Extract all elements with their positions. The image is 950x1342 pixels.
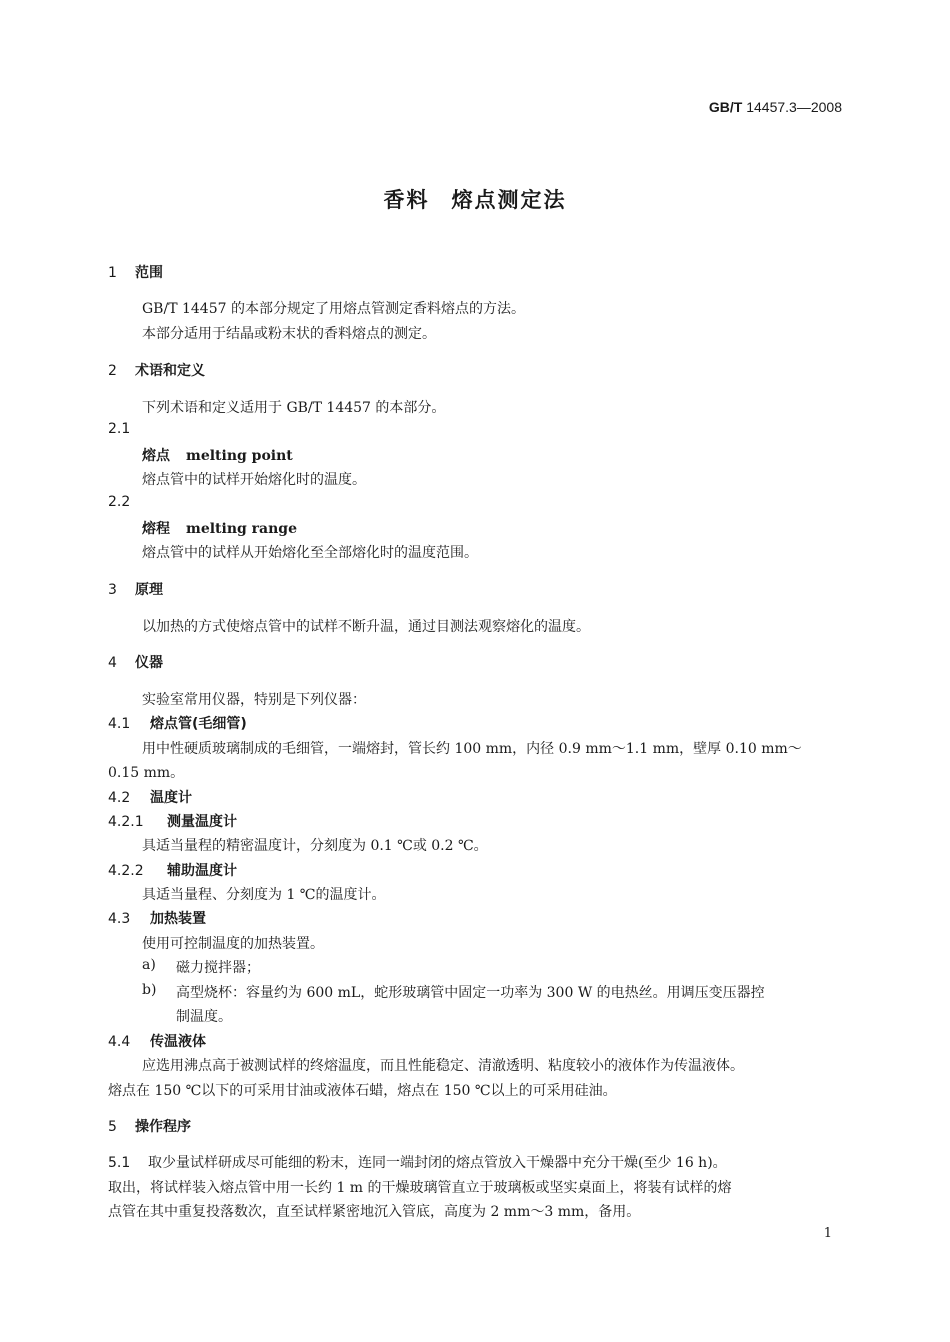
section-number: 3	[108, 582, 117, 598]
section-number: 2	[108, 363, 117, 379]
list-item-b-line-2: 制温度。	[176, 1009, 232, 1025]
subsection-4-1-heading	[108, 713, 247, 733]
section-3-paragraph-1: 以加热的方式使熔点管中的试样不断升温，通过目测法观察熔化的温度。	[142, 619, 590, 635]
subsection-4-1-line-1: 用中性硬质玻璃制成的毛细管，一端熔封，管长约 100 mm，内径 0.9 mm～1.1 mm，壁厚 0.10 mm～	[142, 741, 802, 757]
section-title: 术语和定义	[135, 363, 205, 379]
page-title	[0, 184, 950, 214]
subsection-5-1-text: 取少量试样研成尽可能细的粉末，连同一端封闭的熔点管放入干燥器中充分干燥(至少 16 h)。	[148, 1155, 727, 1171]
term-2-2-number: 2.2	[108, 494, 131, 510]
list-item-b-marker: b)	[142, 982, 157, 998]
section-5-heading	[108, 1116, 191, 1136]
standard-prefix: GB/T	[708, 99, 743, 115]
title-part-2: 熔点测定法	[451, 188, 567, 212]
term-english: melting range	[186, 521, 297, 537]
subsection-4-2-2-paragraph: 具适当量程、分刻度为 1 ℃的温度计。	[142, 887, 386, 903]
subsection-number: 4.4	[108, 1034, 131, 1050]
subsection-4-2-2-heading	[108, 860, 237, 880]
subsection-title: 辅助温度计	[167, 863, 237, 879]
term-english: melting point	[186, 448, 293, 464]
list-item-a-text: 磁力搅拌器；	[176, 960, 260, 976]
subsection-5-1-line-2: 取出，将试样装入熔点管中用一长约 1 m 的干燥玻璃管直立于玻璃板或坚实桌面上，将装有试样的熔	[108, 1180, 732, 1196]
section-title: 仪器	[135, 655, 163, 671]
list-item-b-line-1: 高型烧杯：容量约为 600 mL，蛇形玻璃管中固定一功率为 300 W 的电热丝。用调压变压器控	[176, 985, 765, 1001]
term-2-1-name	[142, 445, 293, 465]
section-4-paragraph-1: 实验室常用仪器，特别是下列仪器：	[142, 692, 366, 708]
term-chinese: 熔点	[142, 448, 170, 464]
page-number: 1	[823, 1226, 832, 1241]
term-2-1-definition: 熔点管中的试样开始熔化时的温度。	[142, 472, 366, 488]
subsection-4-3-heading	[108, 908, 206, 928]
section-title: 操作程序	[135, 1119, 191, 1135]
subsection-title: 温度计	[150, 790, 192, 806]
section-2-paragraph-1: 下列术语和定义适用于 GB/T 14457 的本部分。	[142, 400, 446, 416]
title-part-1: 香料	[383, 188, 430, 212]
section-3-heading	[108, 579, 163, 599]
subsection-number: 4.2	[108, 790, 131, 806]
subsection-number: 4.2.2	[108, 863, 144, 879]
section-number: 1	[108, 265, 117, 281]
subsection-4-2-1-heading	[108, 811, 237, 831]
subsection-title: 加热装置	[150, 911, 206, 927]
subsection-4-4-line-1: 应选用沸点高于被测试样的终熔温度，而且性能稳定、清澈透明、粘度较小的液体作为传温液体。	[142, 1058, 744, 1074]
subsection-number: 4.3	[108, 911, 131, 927]
section-2-heading	[108, 360, 205, 380]
subsection-number: 4.2.1	[108, 814, 144, 830]
subsection-4-2-1-paragraph: 具适当量程的精密温度计，分刻度为 0.1 ℃或 0.2 ℃。	[142, 838, 488, 854]
subsection-5-1-line-3: 点管在其中重复投落数次，直至试样紧密地沉入管底，高度为 2 mm～3 mm，备用。	[108, 1204, 641, 1220]
term-2-2-definition: 熔点管中的试样从开始熔化至全部熔化时的温度范围。	[142, 545, 478, 561]
section-title: 范围	[135, 265, 163, 281]
section-1-paragraph-1: GB/T 14457 的本部分规定了用熔点管测定香料熔点的方法。	[142, 301, 525, 317]
section-number: 4	[108, 655, 117, 671]
list-item-a-marker: a)	[142, 957, 156, 973]
section-4-heading	[108, 652, 163, 672]
subsection-4-4-heading	[108, 1031, 206, 1051]
section-number: 5	[108, 1119, 117, 1135]
term-chinese: 熔程	[142, 521, 170, 537]
section-1-heading	[108, 262, 163, 282]
term-2-1-number: 2.1	[108, 421, 131, 437]
subsection-title: 传温液体	[150, 1034, 206, 1050]
subsection-title: 测量温度计	[167, 814, 237, 830]
subsection-title: 熔点管(毛细管)	[150, 716, 247, 732]
subsection-4-3-paragraph: 使用可控制温度的加热装置。	[142, 936, 324, 952]
subsection-number: 4.1	[108, 716, 131, 732]
standard-code	[709, 99, 842, 115]
subsection-4-1-line-2: 0.15 mm。	[108, 765, 185, 781]
subsection-4-4-line-2: 熔点在 150 ℃以下的可采用甘油或液体石蜡，熔点在 150 ℃以上的可采用硅油。	[108, 1083, 617, 1099]
section-1-paragraph-2: 本部分适用于结晶或粉末状的香料熔点的测定。	[142, 326, 436, 342]
standard-number: 14457.3—2008	[746, 99, 842, 115]
section-title: 原理	[135, 582, 163, 598]
subsection-5-1-line-1	[108, 1152, 727, 1172]
subsection-number: 5.1	[108, 1155, 131, 1171]
subsection-4-2-heading	[108, 787, 192, 807]
term-2-2-name	[142, 518, 297, 538]
